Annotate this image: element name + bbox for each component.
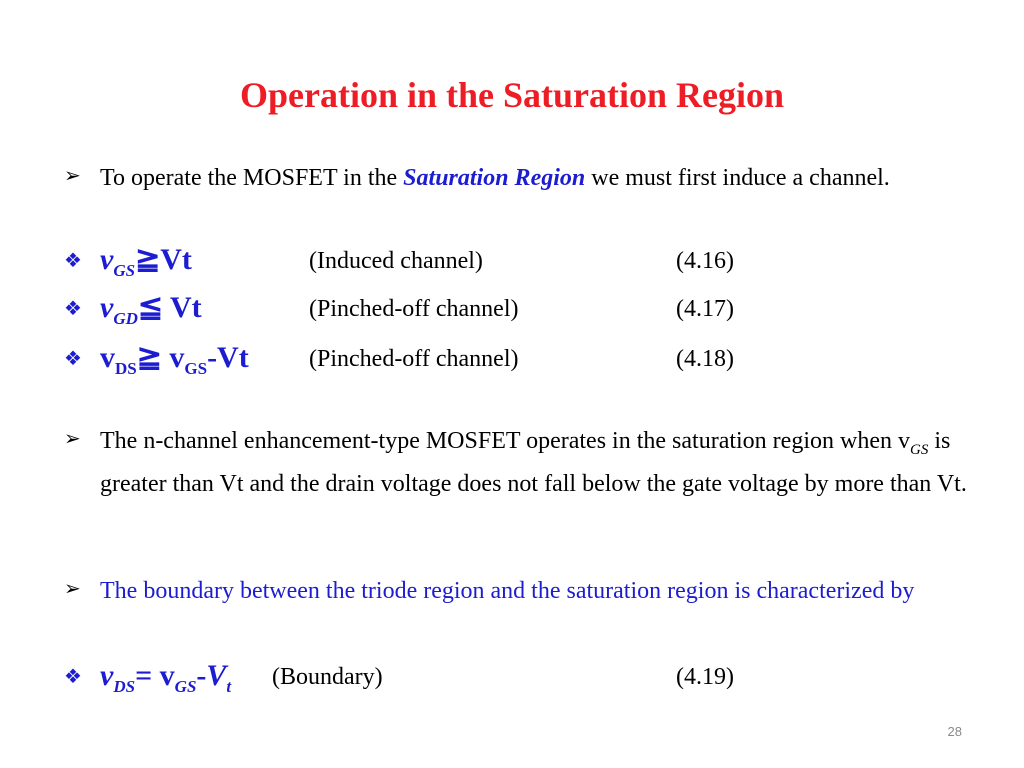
equation-expression: $v_{GD}≦$ Vt — [100, 291, 202, 328]
equation-number: (4.17) — [676, 296, 734, 322]
arrow-bullet-icon: ➢ — [64, 165, 81, 187]
equation-expression: $v_{GS}≧Vt$ — [100, 243, 192, 280]
equation-expression: $v_{DS}≧$ $v_{GS}-Vt$ — [100, 341, 249, 378]
equation-4-17 — [64, 288, 784, 328]
equation-description: (Pinched-off channel) — [309, 296, 519, 322]
slide-title: Operation in the Saturation Region — [239, 75, 785, 115]
equation-description: (Boundary) — [272, 664, 383, 690]
arrow-bullet-icon: ➢ — [64, 428, 81, 450]
equation-description: (Induced channel) — [309, 248, 483, 274]
bullet-text: The n-channel enhancement-type MOSFET operates in the saturation region when $v_{GS}$ is greater than Vt and the drain voltage does not fall below the gate voltage by more than Vt. — [100, 428, 967, 497]
diamond-bullet-icon: ❖ — [64, 250, 82, 272]
saturation-region-emphasis: Saturation Region — [403, 165, 586, 191]
bullet-text: The boundary between the triode region and the saturation region is characterized by — [100, 578, 915, 604]
equation-description: (Pinched-off channel) — [309, 346, 519, 372]
diamond-bullet-icon: ❖ — [64, 666, 82, 688]
bullet-text-suffix: we must first induce a channel. — [585, 165, 890, 191]
equation-4-16 — [64, 240, 784, 280]
equation-4-18 — [64, 338, 784, 378]
page-number: 28 — [947, 724, 962, 739]
diamond-bullet-icon: ❖ — [64, 348, 82, 370]
equation-number: (4.19) — [676, 664, 734, 690]
diamond-bullet-icon: ❖ — [64, 298, 82, 320]
equation-4-19 — [64, 656, 784, 696]
arrow-bullet-icon: ➢ — [64, 578, 81, 600]
bullet-text-prefix: To operate the MOSFET in the — [100, 165, 404, 191]
equation-number: (4.16) — [676, 248, 734, 274]
equation-expression: $v_{DS}= v_{GS}-V_t$ — [100, 659, 232, 696]
bullet-text — [100, 161, 980, 195]
equation-number: (4.18) — [676, 346, 734, 372]
